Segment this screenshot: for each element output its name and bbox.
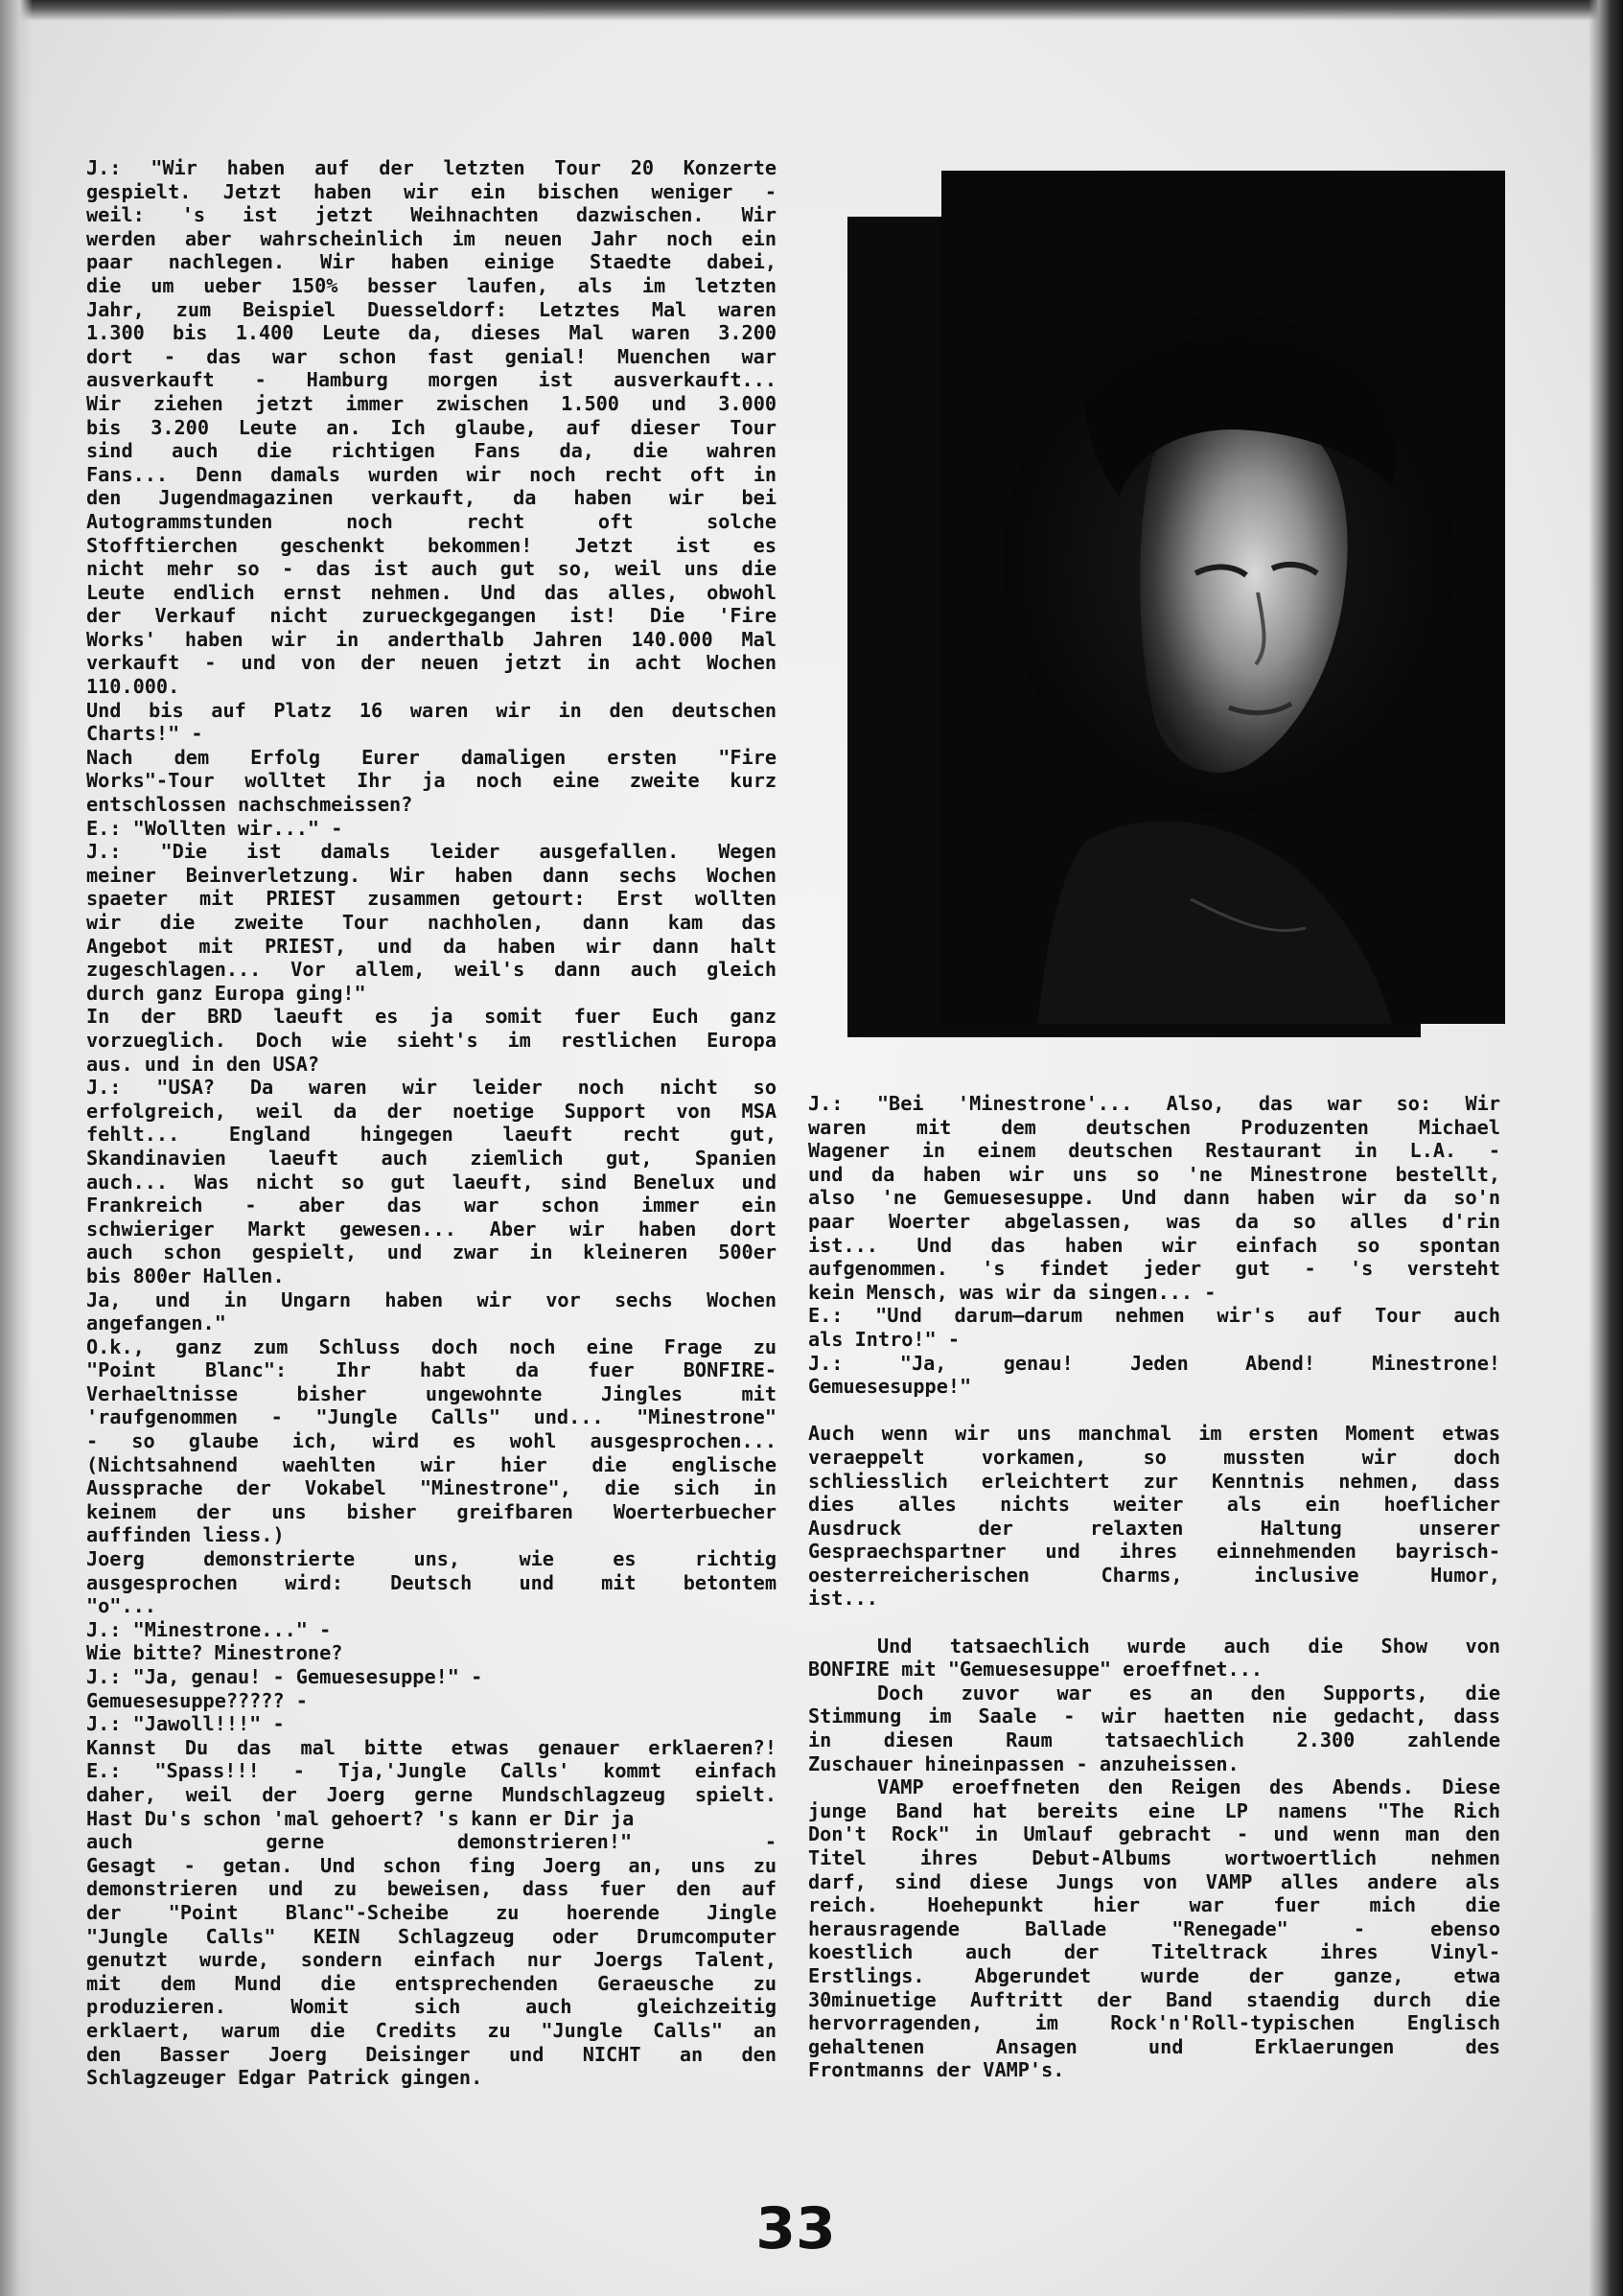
text-line: produzieren. Womit sich auch gleichzeitig (86, 1995, 777, 2019)
text-line: waren mit dem deutschen Produzenten Michael (808, 1115, 1500, 1139)
text-line: (Nichtsahnend waehlten wir hier die englische (86, 1452, 777, 1476)
text-line: Ja, und in Ungarn haben wir vor sechs Wochen (86, 1287, 777, 1311)
text-line: ist... (808, 1587, 878, 1611)
text-line: auch gerne demonstrieren!" - (86, 1830, 777, 1854)
text-line: werden aber wahrscheinlich im neuen Jahr noch ein (86, 226, 777, 250)
text-line: BONFIRE mit "Gemuesesuppe" eroeffnet... (808, 1658, 1264, 1681)
text-line: auffinden liess.) (86, 1523, 285, 1547)
text-line: "Point Blanc": Ihr habt da fuer BONFIRE- (86, 1358, 777, 1382)
text-line: Angebot mit PRIEST, und da haben wir dann halt (86, 934, 777, 958)
text-line: auch... Was nicht so gut laeuft, sind Benelux und (86, 1170, 777, 1194)
text-line: Nach dem Erfolg Eurer damaligen ersten "Fire (86, 745, 777, 769)
text-line: Verhaeltnisse bisher ungewohnte Jingles mit (86, 1381, 777, 1405)
text-line: erklaert, warum die Credits zu "Jungle Calls" an (86, 2018, 777, 2042)
text-line: Gemuesesuppe!" (808, 1375, 972, 1399)
text-line: J.: "Minestrone..." - (86, 1617, 332, 1641)
text-line: E.: "Wollten wir..." - (86, 816, 343, 840)
text-line: herausragende Ballade "Renegade" - ebenso (808, 1916, 1500, 1940)
left-text-column (86, 156, 777, 2090)
text-line: den Jugendmagazinen verkauft, da haben wir bei (86, 486, 777, 510)
portrait-photo (941, 171, 1505, 1024)
text-line: darf, sind diese Jungs von VAMP alles andere als (808, 1869, 1500, 1893)
text-line: erfolgreich, weil da der noetige Support von MSA (86, 1099, 777, 1123)
text-line: In der BRD laeuft es ja somit fuer Euch ganz (86, 1005, 777, 1029)
text-line: als Intro!" - (808, 1327, 961, 1351)
text-line: 30minuetige Auftritt der Band staendig durch die (808, 1987, 1500, 2011)
text-line: E.: "Und darum—darum nehmen wir's auf Tour auch (808, 1304, 1500, 1328)
text-line: reich. Hoehepunkt hier war fuer mich die (808, 1893, 1500, 1917)
text-line: J.: "Ja, genau! Jeden Abend! Minestrone! (808, 1351, 1500, 1375)
text-line: Kannst Du das mal bitte etwas genauer erklaeren?! (86, 1735, 777, 1759)
text-line: O.k., ganz zum Schluss doch noch eine Frage zu (86, 1334, 777, 1358)
paragraph-gap (808, 1399, 1500, 1423)
text-line: Gespraechspartner und ihres einnehmenden bayrisch- (808, 1540, 1500, 1564)
right-text-column (808, 1092, 1500, 2082)
portrait-image (941, 171, 1505, 1024)
text-line: Zuschauer hineinpassen - anzuheissen. (808, 1751, 1240, 1775)
text-line: also 'ne Gemuesesuppe. Und dann haben wir da so'n (808, 1186, 1500, 1210)
text-line: Titel ihres Debut-Albums wortwoertlich nehmen (808, 1846, 1500, 1869)
text-line: in diesen Raum tatsaechlich 2.300 zahlende (808, 1728, 1500, 1752)
text-line: Auch wenn wir uns manchmal im ersten Moment etwas (808, 1422, 1500, 1446)
text-line: Gemuesesuppe????? - (86, 1688, 308, 1712)
text-line: sind auch die richtigen Fans da, die wahren (86, 439, 777, 463)
text-line: spaeter mit PRIEST zusammen getourt: Erst wollten (86, 887, 777, 911)
text-line: kein Mensch, was wir da singen... - (808, 1280, 1217, 1304)
text-line: entschlossen nachschmeissen? (86, 793, 413, 817)
text-line: "Jungle Calls" KEIN Schlagzeug oder Drumcomputer (86, 1924, 777, 1948)
text-line: mit dem Mund die entsprechenden Geraeusche zu (86, 1971, 777, 1995)
text-line: aufgenommen. 's findet jeder gut - 's versteht (808, 1257, 1500, 1281)
text-line: ist... Und das haben wir einfach so spontan (808, 1233, 1500, 1257)
text-line: meiner Beinverletzung. Wir haben dann sechs Wochen (86, 863, 777, 887)
text-line: Gesagt - getan. Und schon fing Joerg an, uns zu (86, 1853, 777, 1877)
text-line: J.: "USA? Da waren wir leider noch nicht so (86, 1076, 777, 1100)
text-line: fehlt... England hingegen laeuft recht gut, (86, 1123, 777, 1147)
text-line: Skandinavien laeuft auch ziemlich gut, Spanien (86, 1146, 777, 1170)
text-line: aus. und in den USA? (86, 1052, 320, 1076)
text-line: Works' haben wir in anderthalb Jahren 140.000 Mal (86, 627, 777, 651)
text-line: Wir ziehen jetzt immer zwischen 1.500 und 3.000 (86, 391, 777, 415)
text-line: demonstrieren und zu beweisen, dass fuer den auf (86, 1877, 777, 1901)
text-line: veraeppelt vorkamen, so mussten wir doch (808, 1445, 1500, 1469)
text-line: 'raufgenommen - "Jungle Calls" und... "Minestrone" (86, 1405, 777, 1429)
text-line: ausgesprochen wird: Deutsch und mit betontem (86, 1570, 777, 1594)
text-line: 1.300 bis 1.400 Leute da, dieses Mal waren 3.200 (86, 321, 777, 345)
paragraph-gap (808, 1611, 1500, 1635)
text-line: dies alles nichts weiter als ein hoeflicher (808, 1493, 1500, 1517)
text-line: hervorragenden, im Rock'n'Roll-typischen Englisch (808, 2011, 1500, 2035)
text-line: den Basser Joerg Deisinger und NICHT an den (86, 2042, 777, 2066)
text-line: angefangen." (86, 1311, 226, 1335)
text-line: Hast Du's schon 'mal gehoert? 's kann er Dir ja (86, 1806, 635, 1830)
text-line: bis 3.200 Leute an. Ich glaube, auf dieser Tour (86, 415, 777, 439)
text-line: Don't Rock" in Umlauf gebracht - und wenn man den (808, 1822, 1500, 1846)
text-line: junge Band hat bereits eine LP namens "The Rich (808, 1798, 1500, 1822)
text-line: Aussprache der Vokabel "Minestrone", die sich in (86, 1476, 777, 1500)
text-line: paar Woerter abgelassen, was da so alles d'rin (808, 1209, 1500, 1233)
text-line: Ausdruck der relaxten Haltung unserer (808, 1516, 1500, 1540)
text-line: oesterreicherischen Charms, inclusive Humor, (808, 1563, 1500, 1587)
text-line: koestlich auch der Titeltrack ihres Vinyl- (808, 1940, 1500, 1964)
text-line: vorzueglich. Doch wie sieht's im restlichen Europa (86, 1028, 777, 1052)
text-line: paar nachlegen. Wir haben einige Staedte dabei, (86, 250, 777, 274)
text-line: Frankreich - aber das war schon immer ein (86, 1194, 777, 1218)
text-line: weil: 's ist jetzt Weihnachten dazwischen. Wir (86, 203, 777, 227)
scan-edge-left (0, 0, 33, 2296)
text-line: die um ueber 150% besser laufen, als im letzten (86, 273, 777, 297)
text-line: Wie bitte? Minestrone? (86, 1641, 343, 1665)
text-line: gespielt. Jetzt haben wir ein bischen weniger - (86, 179, 777, 203)
text-line: E.: "Spass!!! - Tja,'Jungle Calls' kommt einfach (86, 1759, 777, 1783)
text-line: genutzt wurde, sondern einfach nur Joergs Talent, (86, 1948, 777, 1972)
text-line: wir die zweite Tour nachholen, dann kam das (86, 911, 777, 934)
text-line: ausverkauft - Hamburg morgen ist ausverkauft... (86, 368, 777, 392)
text-line: Doch zuvor war es an den Supports, die (877, 1681, 1500, 1705)
text-line: Joerg demonstrierte uns, wie es richtig (86, 1547, 777, 1571)
text-line: J.: "Die ist damals leider ausgefallen. Wegen (86, 840, 777, 864)
text-line: und da haben wir uns so 'ne Minestrone bestellt, (808, 1162, 1500, 1186)
text-line: Wagener in einem deutschen Restaurant in L.A. - (808, 1139, 1500, 1163)
scan-edge-right (1588, 0, 1623, 2296)
text-line: Autogrammstunden noch recht oft solche (86, 509, 777, 533)
text-line: durch ganz Europa ging!" (86, 981, 366, 1005)
text-line: J.: "Wir haben auf der letzten Tour 20 Konzerte (86, 156, 777, 179)
text-line: Leute endlich ernst nehmen. Und das alles, obwohl (86, 580, 777, 604)
text-line: Schlagzeuger Edgar Patrick gingen. (86, 2066, 483, 2090)
text-line: - so glaube ich, wird es wohl ausgesprochen... (86, 1429, 777, 1453)
scan-edge-top (0, 0, 1623, 21)
text-line: Und bis auf Platz 16 waren wir in den deutschen (86, 698, 777, 722)
text-line: keinem der uns bisher greifbaren Woerterbuecher (86, 1499, 777, 1523)
text-line: verkauft - und von der neuen jetzt in acht Wochen (86, 651, 777, 675)
text-line: Und tatsaechlich wurde auch die Show von (877, 1634, 1500, 1658)
text-line: 110.000. (86, 675, 180, 699)
text-line: bis 800er Hallen. (86, 1264, 285, 1287)
text-line: J.: "Jawoll!!!" - (86, 1712, 285, 1736)
text-line: der "Point Blanc"-Scheibe zu hoerende Jingle (86, 1900, 777, 1924)
text-line: Erstlings. Abgerundet wurde der ganze, etwa (808, 1963, 1500, 1987)
text-line: Frontmanns der VAMP's. (808, 2058, 1065, 2082)
text-line: dort - das war schon fast genial! Muenchen war (86, 344, 777, 368)
text-line: Fans... Denn damals wurden wir noch recht oft in (86, 462, 777, 486)
text-line: Works"-Tour wolltet Ihr ja noch eine zweite kurz (86, 769, 777, 793)
text-line: schliesslich erleichtert zur Kenntnis nehmen, dass (808, 1469, 1500, 1493)
text-line: Stimmung im Saale - wir haetten nie gedacht, dass (808, 1705, 1500, 1728)
text-line: gehaltenen Ansagen und Erklaerungen des (808, 2034, 1500, 2058)
text-line: Jahr, zum Beispiel Duesseldorf: Letztes Mal waren (86, 297, 777, 321)
photo (847, 171, 1505, 1037)
page-number: 33 (755, 2195, 836, 2262)
text-line: der Verkauf nicht zurueckgegangen ist! Die 'Fire (86, 604, 777, 628)
text-line: schwieriger Markt gewesen... Aber wir haben dort (86, 1217, 777, 1241)
text-line: J.: "Ja, genau! - Gemuesesuppe!" - (86, 1665, 483, 1688)
text-line: zugeschlagen... Vor allem, weil's dann auch gleich (86, 958, 777, 982)
text-line: VAMP eroeffneten den Reigen des Abends. Diese (877, 1775, 1500, 1799)
text-line: nicht mehr so - das ist auch gut so, weil uns die (86, 557, 777, 581)
text-line: daher, weil der Joerg gerne Mundschlagzeug spielt. (86, 1782, 777, 1806)
text-line: Charts!" - (86, 722, 203, 746)
text-line: "o"... (86, 1594, 156, 1618)
text-line: auch schon gespielt, und zwar in kleineren 500er (86, 1241, 777, 1264)
text-line: J.: "Bei 'Minestrone'... Also, das war so: Wir (808, 1092, 1500, 1115)
text-line: Stofftierchen geschenkt bekommen! Jetzt ist es (86, 533, 777, 557)
